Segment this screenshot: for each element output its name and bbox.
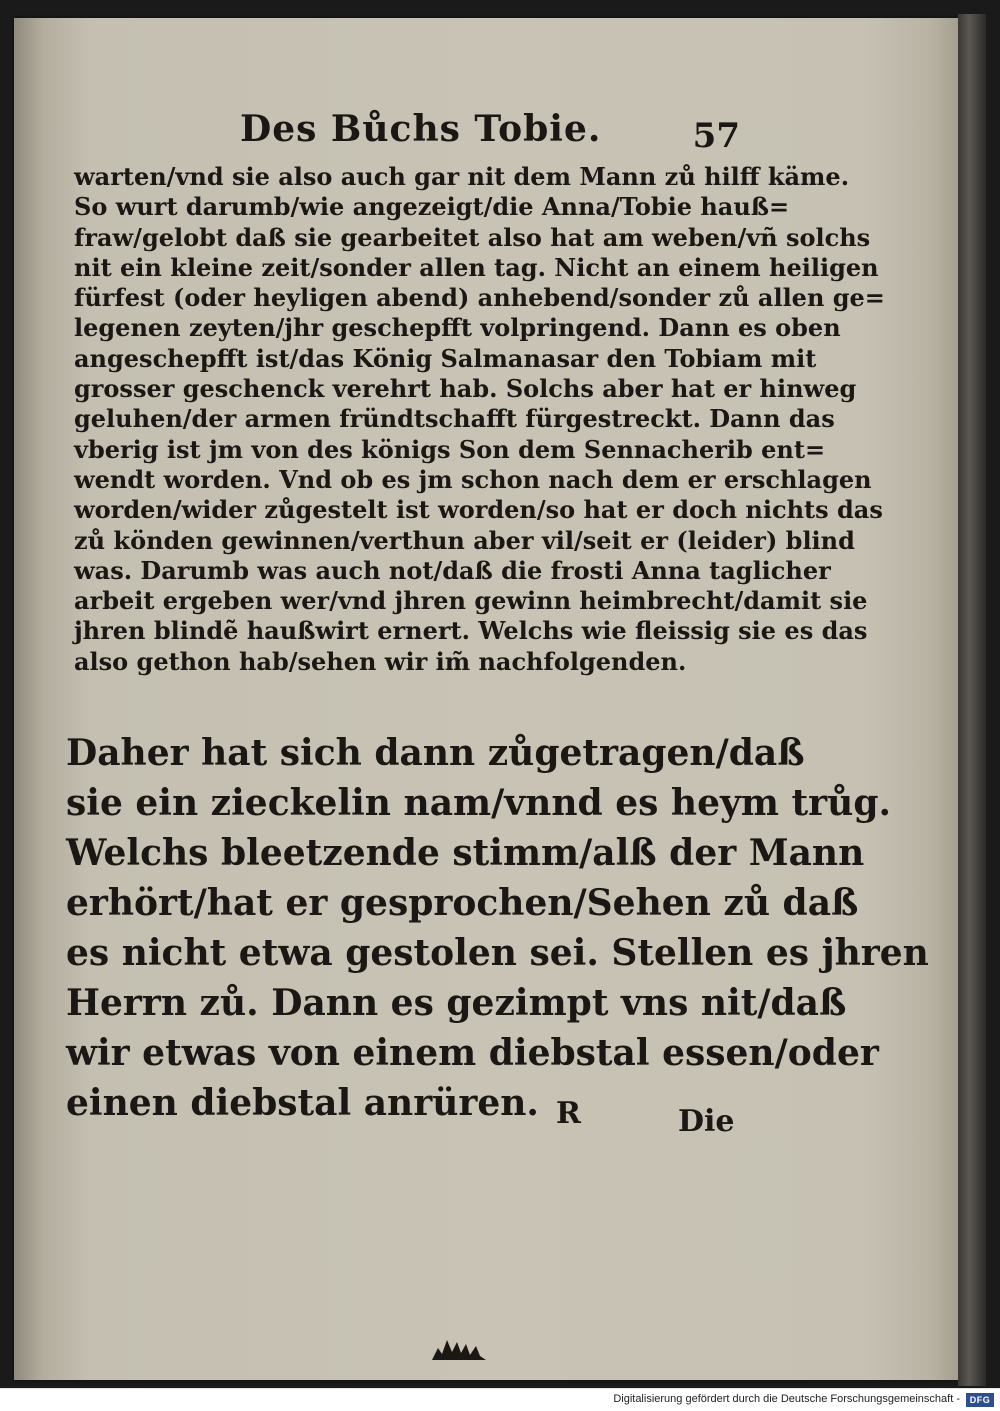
text-line: einen diebstal anrüren. <box>66 1082 539 1124</box>
text-line: arbeit ergeben wer/vnd jhren gewinn heimbrecht/damit sie <box>74 586 868 616</box>
text-line: nit ein kleine zeit/sonder allen tag. Nicht an einem heiligen <box>74 252 879 282</box>
text-line: worden/wider zůgestelt ist worden/so hat er doch nichts das <box>74 495 883 525</box>
footer-bar <box>0 1388 1000 1411</box>
page-header <box>240 108 740 158</box>
text-line: wendt worden. Vnd ob es jm schon nach dem er erschlagen <box>74 464 872 494</box>
text-line: vberig ist jm von des königs Son dem Sennacherib ent= <box>74 434 826 464</box>
text-line: wir etwas von einem diebstal essen/oder <box>66 1032 879 1074</box>
text-line: Welchs bleetzende stimm/alß der Mann <box>66 832 865 874</box>
text-line: Daher hat sich dann zůgetragen/daß <box>66 732 805 774</box>
text-line: zů könden gewinnen/verthun aber vil/seit er (leider) blind <box>74 525 855 555</box>
text-line: erhört/hat er gesprochen/Sehen zů daß <box>66 882 859 924</box>
text-line: Herrn zů. Dann es gezimpt vns nit/daß <box>66 982 847 1024</box>
text-line: fürfest (oder heyligen abend) anhebend/sonder zů allen ge= <box>74 283 885 313</box>
text-line: legenen zeyten/jhr geschepfft volpringend. Dann es oben <box>74 313 841 343</box>
text-line: So wurt darumb/wie angezeigt/die Anna/Tobie hauß= <box>74 192 790 222</box>
page-number: 57 <box>692 116 740 156</box>
scripture-text-block <box>66 728 929 1128</box>
text-line: jhren blindẽ haußwirt ernert. Welchs wie fleissig sie es das <box>74 616 868 646</box>
dfg-logo[interactable]: DFG <box>966 1393 994 1407</box>
funding-notice: Digitalisierung gefördert durch die Deutsche Forschungsgemeinschaft - <box>613 1393 960 1405</box>
text-line: sie ein zieckelin nam/vnnd es heym trůg. <box>66 782 892 824</box>
running-head: Des Bůchs Tobie. <box>240 108 602 150</box>
text-line: angeschepfft ist/das König Salmanasar den Tobiam mit <box>74 343 817 373</box>
text-line: geluhen/der armen fründtschafft fürgestreckt. Dann das <box>74 404 835 434</box>
commentary-text-block <box>74 162 885 677</box>
text-line: es nicht etwa gestolen sei. Stellen es jhren <box>66 932 929 974</box>
text-line: warten/vnd sie also auch gar nit dem Mann zů hilff käme. <box>74 162 850 191</box>
catchword: Die <box>678 1104 735 1139</box>
text-line: grosser geschenck verehrt hab. Solchs aber hat er hinweg <box>74 374 857 404</box>
signature-mark: R <box>556 1096 581 1131</box>
text-line: fraw/gelobt daß sie gearbeitet also hat am weben/vñ solchs <box>74 222 871 252</box>
text-line: also gethon hab/sehen wir im̃ nachfolgenden. <box>74 646 687 676</box>
text-line: was. Darumb was auch not/daß die frosti Anna taglicher <box>74 555 831 585</box>
ink-blot-icon <box>428 1334 490 1364</box>
